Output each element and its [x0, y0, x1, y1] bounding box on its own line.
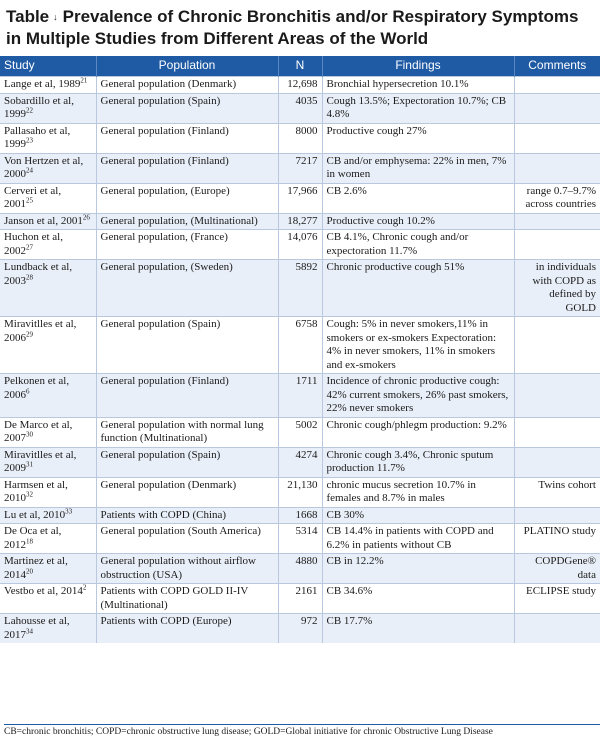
study-cell: [0, 77, 96, 94]
findings-cell: Chronic productive cough 51%: [322, 260, 514, 317]
study-cell: [0, 123, 96, 153]
study-cell: [0, 374, 96, 418]
n-cell: 4880: [278, 554, 322, 584]
comments-cell: range 0.7–9.7% across countries: [514, 183, 600, 213]
comments-cell: [514, 123, 600, 153]
comments-cell: [514, 417, 600, 447]
reference-number: 33: [65, 506, 73, 515]
table-row: [0, 230, 600, 260]
study-name: Pelkonen et al, 2006: [4, 375, 70, 401]
reference-number: 32: [26, 490, 33, 499]
table-footnote: CB=chronic bronchitis; COPD=chronic obstructive lung disease; GOLD=Global initiative for chronic Obstructive Lung Disease: [4, 724, 600, 737]
population-cell: Patients with COPD (China): [96, 507, 278, 524]
down-arrow-icon: ↓: [53, 12, 58, 23]
n-cell: 1711: [278, 374, 322, 418]
n-cell: 18,277: [278, 213, 322, 230]
findings-cell: CB 2.6%: [322, 183, 514, 213]
population-cell: General population (Denmark): [96, 477, 278, 507]
reference-number: 26: [82, 212, 90, 221]
column-header-study: Study: [0, 56, 96, 77]
reference-number: 34: [26, 626, 33, 635]
population-cell: General population (Spain): [96, 317, 278, 374]
population-cell: General population, (Sweden): [96, 260, 278, 317]
reference-number: 31: [26, 460, 33, 469]
findings-cell: CB 14.4% in patients with COPD and 6.2% in patients without CB: [322, 524, 514, 554]
column-header-n: N: [278, 56, 322, 77]
n-cell: 5892: [278, 260, 322, 317]
comments-cell: [514, 507, 600, 524]
comments-cell: [514, 153, 600, 183]
reference-number: 20: [26, 566, 33, 575]
findings-cell: Chronic cough 3.4%, Chronic sputum production 11.7%: [322, 447, 514, 477]
table-row: [0, 260, 600, 317]
comments-cell: [514, 447, 600, 477]
n-cell: 6758: [278, 317, 322, 374]
study-name: Lu et al, 2010: [4, 508, 66, 521]
table-row: [0, 123, 600, 153]
reference-number: 25: [26, 196, 33, 205]
column-header-comments: Comments: [514, 56, 600, 77]
n-cell: 972: [278, 614, 322, 644]
reference-number: 24: [26, 166, 33, 175]
study-cell: [0, 183, 96, 213]
findings-cell: CB and/or emphysema: 22% in men, 7% in women: [322, 153, 514, 183]
study-cell: [0, 614, 96, 644]
findings-cell: Productive cough 10.2%: [322, 213, 514, 230]
study-cell: [0, 260, 96, 317]
table-row: [0, 524, 600, 554]
n-cell: 17,966: [278, 183, 322, 213]
n-cell: 7217: [278, 153, 322, 183]
n-cell: 12,698: [278, 77, 322, 94]
n-cell: 2161: [278, 584, 322, 614]
reference-number: 22: [26, 106, 33, 115]
comments-cell: Twins cohort: [514, 477, 600, 507]
population-cell: General population, (Multinational): [96, 213, 278, 230]
comments-cell: [514, 317, 600, 374]
study-cell: [0, 417, 96, 447]
reference-number: 28: [26, 272, 33, 281]
study-name: Sobardillo et al, 1999: [4, 94, 74, 120]
findings-cell: CB 34.6%: [322, 584, 514, 614]
n-cell: 4274: [278, 447, 322, 477]
population-cell: General population without airflow obstruction (USA): [96, 554, 278, 584]
findings-cell: Productive cough 27%: [322, 123, 514, 153]
table-row: [0, 447, 600, 477]
population-cell: General population, (France): [96, 230, 278, 260]
study-cell: [0, 93, 96, 123]
study-cell: [0, 213, 96, 230]
n-cell: 5002: [278, 417, 322, 447]
population-cell: Patients with COPD GOLD II-IV (Multinational): [96, 584, 278, 614]
comments-cell: ECLIPSE study: [514, 584, 600, 614]
n-cell: 21,130: [278, 477, 322, 507]
column-header-population: Population: [96, 56, 278, 77]
study-name: Von Hertzen et al, 2000: [4, 154, 84, 180]
study-cell: [0, 554, 96, 584]
table-row: [0, 477, 600, 507]
table-row: [0, 317, 600, 374]
population-cell: General population with normal lung function (Multinational): [96, 417, 278, 447]
study-name: Cerveri et al, 2001: [4, 184, 62, 210]
population-cell: Patients with COPD (Europe): [96, 614, 278, 644]
comments-cell: in individuals with COPD as defined by GOLD: [514, 260, 600, 317]
population-cell: General population (Finland): [96, 153, 278, 183]
study-cell: [0, 153, 96, 183]
study-name: Miravitlles et al, 2009: [4, 448, 77, 474]
reference-number: 29: [26, 329, 33, 338]
table-row: [0, 93, 600, 123]
findings-cell: Bronchial hypersecretion 10.1%: [322, 77, 514, 94]
reference-number: 30: [26, 430, 33, 439]
table-row: [0, 374, 600, 418]
table-row: [0, 507, 600, 524]
reference-number: 2: [82, 583, 87, 592]
table-row: [0, 213, 600, 230]
findings-cell: Incidence of chronic productive cough: 42% current smokers, 26% past smokers, 22% never smokers: [322, 374, 514, 418]
table-title: [6, 6, 596, 49]
findings-cell: CB 4.1%, Chronic cough and/or expectoration 11.7%: [322, 230, 514, 260]
table-row: [0, 614, 600, 644]
reference-number: 23: [26, 136, 33, 145]
study-cell: [0, 477, 96, 507]
population-cell: General population (Denmark): [96, 77, 278, 94]
study-cell: [0, 447, 96, 477]
population-cell: General population (South America): [96, 524, 278, 554]
n-cell: 14,076: [278, 230, 322, 260]
comments-cell: COPDGene® data: [514, 554, 600, 584]
n-cell: 5314: [278, 524, 322, 554]
study-name: De Marco et al, 2007: [4, 418, 73, 444]
table-row: [0, 183, 600, 213]
comments-cell: [514, 77, 600, 94]
comments-cell: [514, 374, 600, 418]
population-cell: General population (Spain): [96, 447, 278, 477]
study-cell: [0, 317, 96, 374]
comments-cell: [514, 213, 600, 230]
study-cell: [0, 507, 96, 524]
study-cell: [0, 584, 96, 614]
comments-cell: [514, 93, 600, 123]
study-name: Martinez et al, 2014: [4, 555, 68, 581]
column-header-findings: Findings: [322, 56, 514, 77]
prevalence-table: [0, 56, 600, 643]
study-name: Pallasaho et al, 1999: [4, 124, 71, 150]
findings-cell: Chronic cough/phlegm production: 9.2%: [322, 417, 514, 447]
reference-number: 27: [26, 242, 33, 251]
comments-cell: [514, 230, 600, 260]
findings-cell: chronic mucus secretion 10.7% in females and 8.7% in males: [322, 477, 514, 507]
table-row: [0, 554, 600, 584]
reference-number: 21: [80, 76, 88, 85]
findings-cell: Cough: 5% in never smokers,11% in smokers or ex-smokers Expectoration: 4% in never smokers, 11% in smokers and ex-smokers: [322, 317, 514, 374]
n-cell: 4035: [278, 93, 322, 123]
study-name: Lange et al, 1989: [4, 78, 81, 90]
table-row: [0, 584, 600, 614]
table-row: [0, 153, 600, 183]
comments-cell: PLATINO study: [514, 524, 600, 554]
reference-number: 18: [26, 536, 33, 545]
table-row: [0, 417, 600, 447]
n-cell: 1668: [278, 507, 322, 524]
comments-cell: [514, 614, 600, 644]
study-name: Huchon et al, 2002: [4, 231, 63, 257]
population-cell: General population (Spain): [96, 93, 278, 123]
study-name: De Oca et al, 2012: [4, 525, 62, 551]
findings-cell: Cough 13.5%; Expectoration 10.7%; CB 4.8%: [322, 93, 514, 123]
table-caption: Prevalence of Chronic Bronchitis and/or Respiratory Symptoms in Multiple Studies from Different Areas of the World: [6, 7, 579, 49]
population-cell: General population (Finland): [96, 374, 278, 418]
n-cell: 8000: [278, 123, 322, 153]
table-header-row: [0, 56, 600, 77]
population-cell: General population, (Europe): [96, 183, 278, 213]
table-body: [0, 77, 600, 644]
study-cell: [0, 230, 96, 260]
study-cell: [0, 524, 96, 554]
study-name: Miravitlles et al, 2006: [4, 318, 77, 344]
table-label: Table: [6, 7, 50, 26]
findings-cell: CB 17.7%: [322, 614, 514, 644]
reference-number: 6: [26, 386, 30, 395]
study-name: Lahousse et al, 2017: [4, 615, 70, 641]
table-row: [0, 77, 600, 94]
study-name: Janson et al, 2001: [4, 214, 83, 227]
population-cell: General population (Finland): [96, 123, 278, 153]
study-name: Lundback et al, 2003: [4, 261, 73, 287]
study-name: Vestbo et al, 2014: [4, 585, 83, 597]
findings-cell: CB 30%: [322, 507, 514, 524]
study-name: Harmsen et al, 2010: [4, 478, 68, 504]
findings-cell: CB in 12.2%: [322, 554, 514, 584]
